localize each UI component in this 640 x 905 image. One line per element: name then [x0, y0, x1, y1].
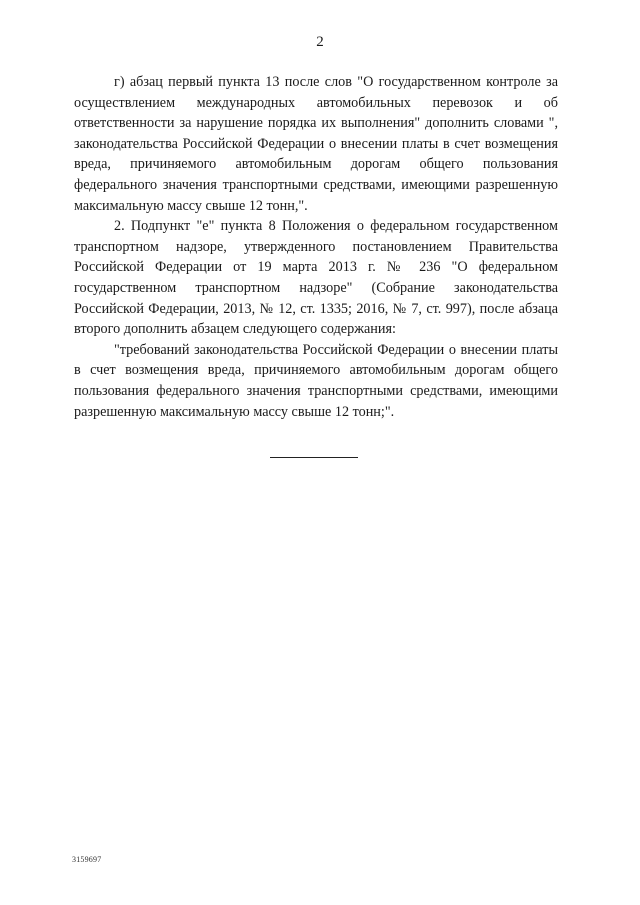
- end-divider: [270, 457, 358, 458]
- page-number: 2: [316, 34, 324, 50]
- paragraph-quoted-addition: "требований законодательства Российской Федерации о внесении платы в счет возмещения вреда, причиняемого автомобильным дорогам общего пользования федерального значения транспортными средствами, имеющими разрешенную максимальную массу свыше 12 тонн;".: [74, 341, 558, 420]
- document-body: [74, 72, 558, 422]
- paragraph-subitem-g: г) абзац первый пункта 13 после слов "О государственном контроле за осуществлением международных автомобильных перевозок и об ответственности за нарушение порядка их выполнения" дополнить словами ", законодательства Российской Федерации о внесении платы в счет возмещения вреда, причиняемого автомобильным дорогам общего пользования федерального значения транспортными средствами, имеющими разрешенную максимальную массу свыше 12 тонн,".: [74, 74, 558, 214]
- document-id: 3159697: [72, 855, 102, 864]
- paragraph-item-2: 2. Подпункт "е" пункта 8 Положения о федеральном государственном транспортном надзоре, утвержденного постановлением Правительства Российской Федерации от 19 марта 2013 г. № 236 "О федеральном государственном транспортном надзоре" (Собрание законодательства Российской Федерации, 2013, № 12, ст. 1335; 2016, № 7, ст. 997), после абзаца второго дополнить абзацем следующего содержания:: [74, 218, 558, 338]
